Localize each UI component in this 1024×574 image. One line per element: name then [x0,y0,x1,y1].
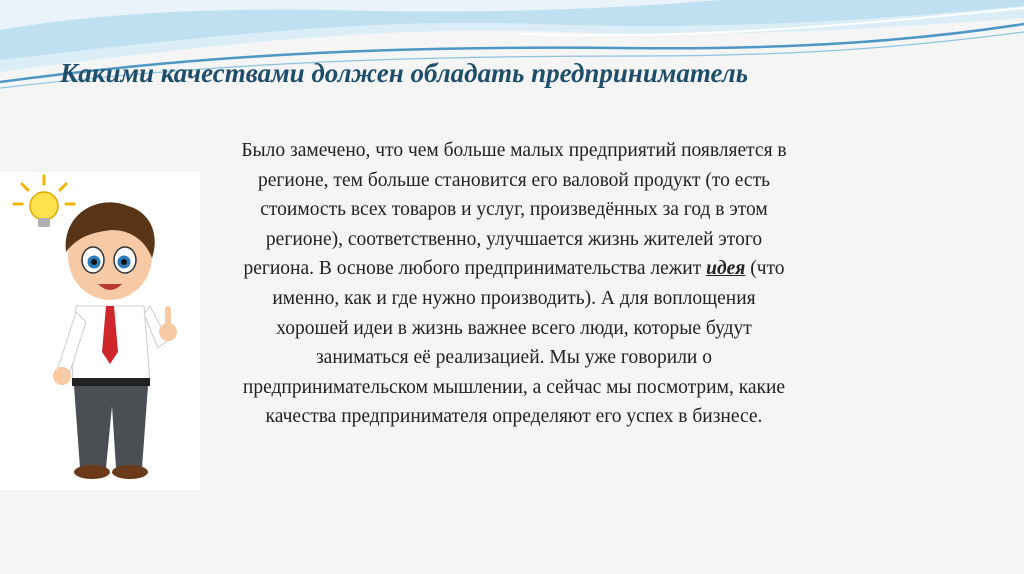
header-wave-decoration [0,0,1024,110]
body-paragraph [238,136,790,432]
paragraph-text-end: (что именно, как и где нужно производить). А для воплощения хорошей идеи в жизнь важнее всего люди, которые будут заниматься её реализацией. Мы уже говорили о предпринимательском мышлении, а сейчас мы посмотрим, какие качества предпринимателя определяют его успех в бизнесе. [242,258,786,428]
lightbulb-icon [14,176,74,227]
slide-title: Какими качествами должен обладать предприниматель [60,58,749,88]
businessman-with-lightbulb-icon [0,172,200,490]
keyword-idea: идея [706,258,746,280]
paragraph-text-start: Было замечено, что чем больше малых предприятий появляется в регионе, тем больше становится его валовой продукт (то есть стоимость всех товаров и услуг, произведённых за год в этом регионе), соответственно, улучшается жизнь жителей этого региона. В основе любого предпринимательства лежит [241,140,787,280]
